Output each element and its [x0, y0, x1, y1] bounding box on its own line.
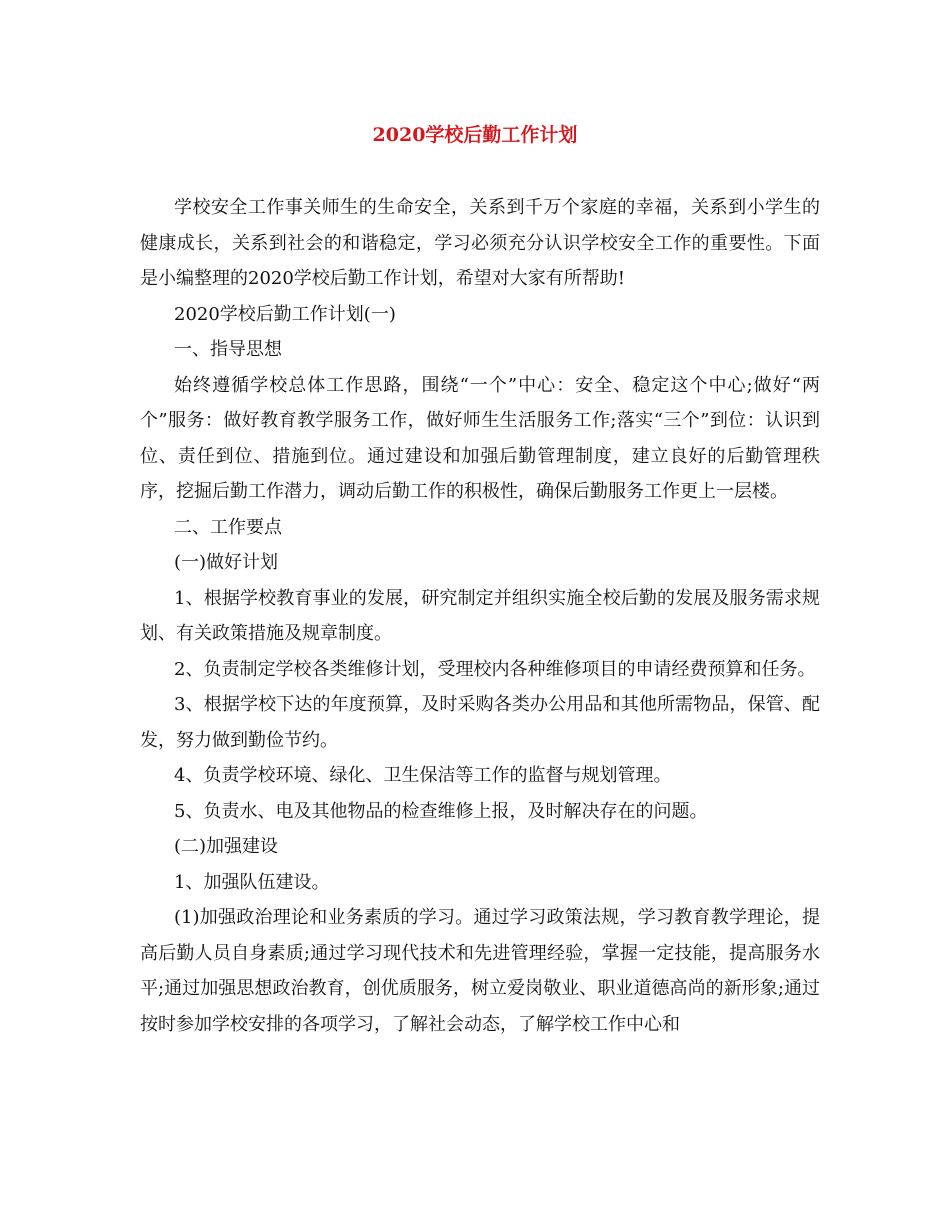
list-item-2: 2、负责制定学校各类维修计划，受理校内各种维修项目的申请经费预算和任务。 — [174, 658, 816, 680]
list-item-5: 5、负责水、电及其他物品的检查维修上报，及时解决存在的问题。 — [174, 800, 708, 822]
list-item-3: 3、根据学校下达的年度预算，及时采购各类办公用品和其他所需物品，保管、配发，努力做到勤俭节约。 — [140, 694, 820, 751]
list-item-team-building: 1、加强队伍建设。 — [174, 871, 330, 893]
subsection-heading-strengthen: (二)加强建设 — [174, 836, 279, 857]
paragraph-guiding-ideology: 始终遵循学校总体工作思路，围绕“一个”中心：安全、稳定这个中心;做好“两个”服务：做好教育教学服务工作，做好师生生活服务工作;落实“三个”到位：认识到位、责任到位、措施到位。通过建设和加强后勤管理制度，建立良好的后勤管理秩序，挖掘后勤工作潜力，调动后勤工作的积极性，确保后勤服务工作更上一层楼。 — [140, 374, 820, 502]
paragraph-plan-heading: 2020学校后勤工作计划(一) — [174, 303, 396, 325]
list-item-1: 1、根据学校教育事业的发展，研究制定并组织实施全校后勤的发展及服务需求规划、有关政策措施及规章制度。 — [140, 587, 820, 644]
list-item-4: 4、负责学校环境、绿化、卫生保洁等工作的监督与规划管理。 — [174, 765, 672, 786]
paragraph-political-study: (1)加强政治理论和业务素质的学习。通过学习政策法规，学习教育教学理论，提高后勤人员自身素质;通过学习现代技术和先进管理经验，掌握一定技能，提高服务水平;通过加强思想政治教育，创优质服务，树立爱岗敬业、职业道德高尚的新形象;通过按时参加学校安排的各项学习，了解社会动态，了解学校工作中心和 — [140, 907, 820, 1035]
section-heading-work-points: 二、工作要点 — [174, 516, 282, 538]
document-title: 2020学校后勤工作计划 — [372, 124, 578, 146]
section-heading-guiding-ideology: 一、指导思想 — [174, 339, 282, 360]
paragraph-intro: 学校安全工作事关师生的生命安全，关系到千万个家庭的幸福，关系到小学生的健康成长，关系到社会的和谐稳定，学习必须充分认识学校安全工作的重要性。下面是小编整理的2020学校后勤工作计划，希望对大家有所帮助! — [140, 197, 820, 289]
document-body — [140, 190, 820, 1042]
subsection-heading-planning: (一)做好计划 — [174, 552, 279, 573]
